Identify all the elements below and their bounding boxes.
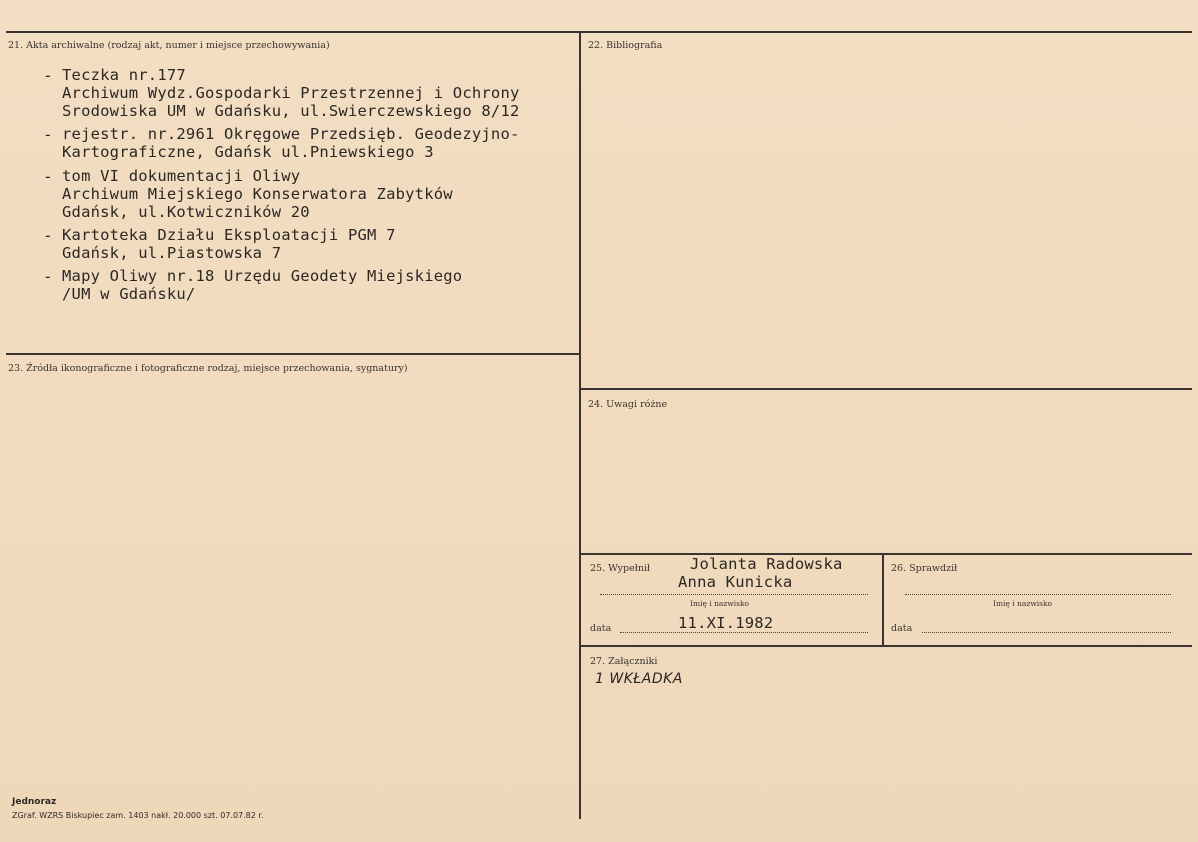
entry-line: tom VI dokumentacji Oliwy bbox=[62, 167, 301, 185]
filled-by-name-2: Anna Kunicka bbox=[678, 573, 793, 591]
entry-line: Srodowiska UM w Gdańsku, ul.Swierczewskiego 8/12 bbox=[62, 102, 520, 120]
entry-line: Archiwum Wydz.Gospodarki Przestrzennej i Ochrony bbox=[62, 84, 520, 102]
filled-by-name-1: Jolanta Radowska bbox=[690, 555, 843, 573]
entry-line: Kartograficzne, Gdańsk ul.Pniewskiego 3 bbox=[62, 143, 434, 161]
section-25-label: 25. Wypełnił bbox=[590, 563, 651, 574]
center-divider bbox=[579, 31, 581, 819]
attachments-handwritten: 1 WKŁADKA bbox=[595, 671, 683, 687]
section-21-label: 21. Akta archiwalne (rodzaj akt, numer i miejsce przechowywania) bbox=[8, 40, 330, 51]
entry-line: Mapy Oliwy nr.18 Urzędu Geodety Miejskiego bbox=[62, 267, 463, 285]
entry-dash: - bbox=[43, 226, 53, 245]
entry-line: Teczka nr.177 bbox=[62, 66, 186, 84]
entry-line: Gdańsk, ul.Piastowska 7 bbox=[62, 244, 282, 262]
filled-by-name-line bbox=[600, 594, 868, 595]
divider-25-26 bbox=[882, 553, 884, 646]
divider-21-23 bbox=[6, 353, 579, 355]
section-22-label: 22. Bibliografia bbox=[588, 40, 663, 51]
filled-by-date: 11.XI.1982 bbox=[678, 614, 774, 632]
divider-22-24 bbox=[581, 388, 1192, 390]
divider-24-25 bbox=[581, 553, 1192, 555]
top-border bbox=[6, 31, 1192, 33]
checked-by-name-line bbox=[905, 594, 1171, 595]
filled-by-date-label: data bbox=[590, 623, 612, 634]
entry-dash: - bbox=[43, 267, 53, 286]
entry-line: Archiwum Miejskiego Konserwatora Zabytków bbox=[62, 185, 453, 203]
entry-line: Kartoteka Działu Eksploatacji PGM 7 bbox=[62, 226, 396, 244]
section-23-label: 23. Źródła ikonograficzne i fotograficzne rodzaj, miejsce przechowania, sygnatury) bbox=[8, 363, 408, 374]
section-24-label: 24. Uwagi różne bbox=[588, 399, 668, 410]
entry-line: Gdańsk, ul.Kotwiczników 20 bbox=[62, 203, 310, 221]
divider-25-27 bbox=[581, 645, 1192, 647]
entry-dash: - bbox=[43, 167, 53, 186]
checked-by-date-line bbox=[922, 632, 1171, 633]
entry-line: /UM w Gdańsku/ bbox=[62, 285, 196, 303]
entry-dash: - bbox=[43, 125, 53, 144]
section-26-label: 26. Sprawdził bbox=[891, 563, 958, 574]
filled-by-name-caption: Imię i nazwisko bbox=[690, 599, 750, 608]
entry-dash: - bbox=[43, 66, 53, 85]
footer-line-1: Jednoraz bbox=[12, 797, 57, 807]
section-27-label: 27. Załączniki bbox=[590, 656, 658, 667]
entry-line: rejestr. nr.2961 Okręgowe Przedsięb. Geodezyjno- bbox=[62, 125, 520, 143]
footer-line-2: ZGraf. WZRS Biskupiec zam. 1403 nakł. 20.000 szt. 07.07.82 r. bbox=[12, 811, 264, 820]
checked-by-name-caption: Imię i nazwisko bbox=[993, 599, 1053, 608]
checked-by-date-label: data bbox=[891, 623, 913, 634]
